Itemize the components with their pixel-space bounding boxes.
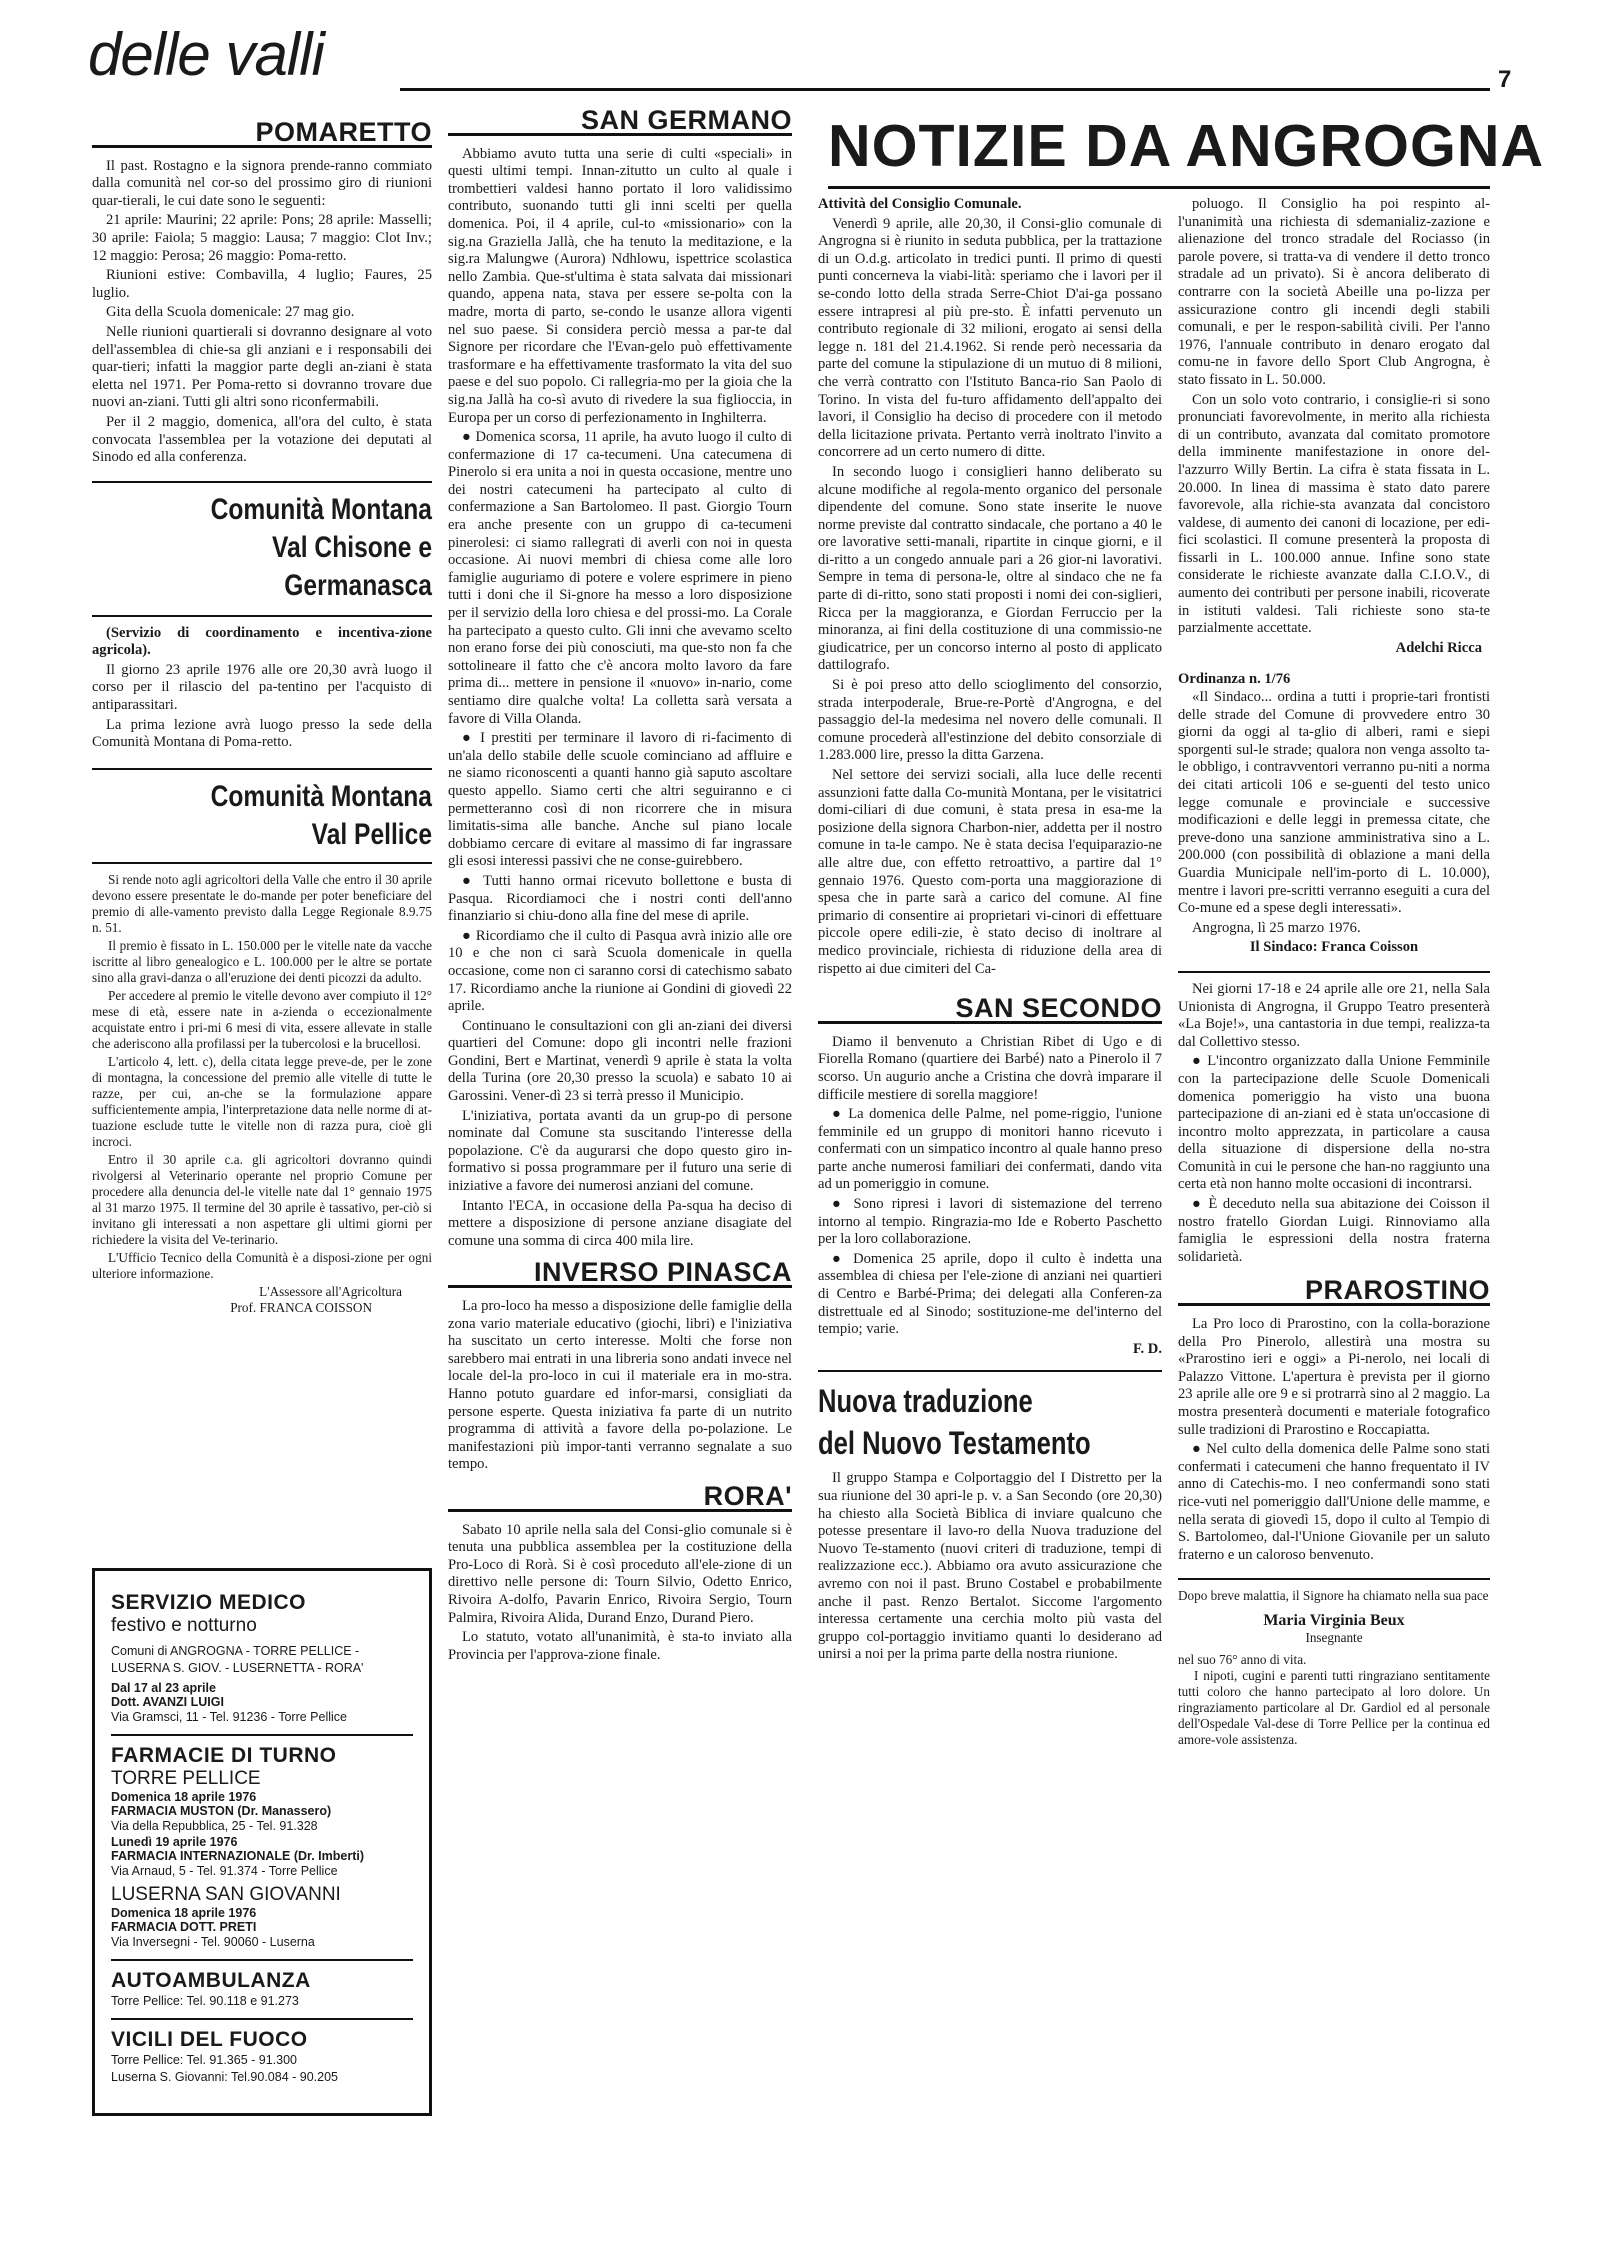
angrogna-paragraph: Si è poi preso atto dello scioglimento del consorzio, strada interpoderale, Brue-re-Portè d'Angrogna, e del passaggio del-la medesima nel novero delle comunali. Il comune procederà all'estinzione del debito consorziale di 1.283.000 lire, presso la ditta Garzena.: [818, 677, 1162, 764]
comunita-pellice-paragraph: L'articolo 4, lett. c), della citata legge preve-de, per le zone di montagna, la concessione del premio alle vitelle di tutte le razze, per cui, an-che se la formulazione appare sufficientemente ampia, l'interpretazione data nelle norme di at-tuazione esclude tutte le vitelle non di razza pura, cioè gli incroci.: [92, 1053, 432, 1149]
comunita-chisone-heading-2: Val Chisone e Germanasca: [272, 530, 432, 602]
pomaretto-body: [92, 158, 432, 467]
necrologio-text: I nipoti, cugini e parenti tutti ringraziano sentitamente tutti coloro che hanno partecipato al loro dolore. Un ringraziamento particolare al Dr. Gardiol ed al personale dell'Ospedale Val-dese di Torre Pellice per la continua ed amore-vole assistenza.: [1178, 1667, 1490, 1747]
farmacie-place-1: TORRE PELLICE: [111, 1768, 261, 1789]
rora-heading: RORA': [448, 1488, 792, 1512]
pomaretto-paragraph: 21 aprile: Maurini; 22 aprile: Pons; 28 aprile: Masselli; 30 aprile: Faiola; 5 maggio: Lausa; 7 maggio: Clot Inv.; 12 maggio: Perosa; 26 maggio: Poma-retto.: [92, 212, 432, 264]
angrogna-paragraph: In secondo luogo i consiglieri hanno deliberato su alcune modifiche al regola-mento organico del personale dipendente del comune. Sono state inserite le nuove norme previste dal contratto sindacale, che portano a 40 le ore lavorative setti-manali, ripartite in cinque giorni, e il di-ritto a un congedo annuale pari a 26 gior-ni lavorativi. Sempre in tema di persona-le, oltre al sindaco che ne fa parte di di-ritto, sono stati proposti i nomi dei con-siglieri, Ricca per la maggioranza, e Giordan Ferruccio per la minoranza, ai fini della costituzione di una commissio-ne giudicatrice, per un concorso interno al posto di applicato dattilografo.: [818, 463, 1162, 674]
assessore-line: L'Assessore all'Agricoltura: [259, 1283, 402, 1299]
san-secondo-paragraph: ● La domenica delle Palme, nel pome-riggio, l'unione femminile ed un gruppo di monitori hanno ricevuto i confermati con un simpatico incontro al quale hanno preso parte anche numerosi familiari dei confermati, dando vita ad un pomeriggio in comune.: [818, 1106, 1162, 1193]
prarostino-paragraph: La Pro loco di Prarostino, con la colla-borazione della Pro Pinerolo, allestirà una mostra su «Prarostino ieri e oggi» a Pi-nerolo, nei locali di Palazzo Vittone. L'apertura è prevista per il giorno 23 aprile alle ore 9 e si protrarrà sino al 2 maggio. La mostra presenterà documenti e materiale fotografico sulle tradizioni di Prarostino e Roccapiatta.: [1178, 1316, 1490, 1438]
column-2: [448, 105, 792, 1666]
vigili-tel-1: Torre Pellice: Tel. 91.365 - 91.300: [111, 2053, 297, 2067]
farmacia-name-1: FARMACIA MUSTON (Dr. Manassero): [111, 1804, 332, 1818]
divider: [1178, 971, 1490, 973]
farmacia-date-1: Domenica 18 aprile 1976: [111, 1790, 257, 1804]
comunita-chisone-subtitle: (Servizio di coordinamento e incentiva-zione agricola).: [92, 624, 432, 659]
page-number: 7: [1498, 66, 1512, 93]
san-germano-paragraph: ● I prestiti per terminare il lavoro di ri-facimento di un'ala dello stabile delle scuole cominciano ad affluire e ne siamo riconoscenti a quanti hanno già saputo ascoltare questo appello. Siamo certi che altri seguiranno e ci permetteranno così di non ricorrere che in misura limitatis-sima alle banche. Anche sul piano locale dobbiamo cercare di evitare al massimo di far ingrassare gli esosi interessi passivi che ne conse-guirebbero.: [448, 730, 792, 870]
autoambulanza-tel: Torre Pellice: Tel. 90.118 e 91.273: [111, 1994, 299, 2008]
comunita-chisone-body: [92, 662, 432, 752]
san-germano-paragraph: ● Tutti hanno ormai ricevuto bollettone e busta di Pasqua. Ricordiamoci che i nostri conti dell'anno finanziario si chiu-dono alla fine del mese di aprile.: [448, 872, 792, 925]
nuova-traduzione-heading-1: Nuova traduzione: [818, 1383, 1033, 1420]
nuova-traduzione-body: [818, 1470, 1162, 1664]
angrogna-news-paragraph: ● L'incontro organizzato dalla Unione Femminile con la partecipazione delle Scuole Domenicali domenica pomeriggio ha visto una buona partecipazione di an-ziani ed è stata un'occasione di incontro molto apprezzata, in particolare a causa della situazione di dispersione della no-stra Comunità in cui le persone che han-no raggiunto una certa età non hanno molte occasioni di incontrarsi.: [1178, 1053, 1490, 1193]
inverso-pinasca-heading: INVERSO PINASCA: [448, 1264, 792, 1288]
pomaretto-paragraph: Per il 2 maggio, domenica, all'ora del culto, è stata convocata l'assemblea per la votazione dei deputati al Sinodo ed alla conferenza.: [92, 413, 432, 466]
comunita-pellice-paragraph: Il premio è fissato in L. 150.000 per le vitelle nate da vacche iscritte al libro genealogico e L. 100.000 per le altre se portate sino alla gravi-danza o all'eruzione dei denti picozzi da adulto.: [92, 937, 432, 985]
angrogna-signature: Adelchi Ricca: [1395, 639, 1482, 656]
prarostino-paragraph: ● Nel culto della domenica delle Palme sono stati confermati i catecumeni che hanno frequentato il IV anno di Catechis-mo. I neo confermandi sono stati rice-vuti nel pomeriggio dall'Unione delle mamme, e nella serata di giovedì 15, dopo il culto al Tempio di S. Bartolomeo, dal-l'Unione Giovanile per un saluto fraterno e un caloroso benvenuto.: [1178, 1441, 1490, 1563]
ordinanza-title: Ordinanza n. 1/76: [1178, 671, 1291, 688]
pomaretto-paragraph: Il past. Rostagno e la signora prende-ranno commiato dalla comunità nel cor-so del prossimo giro di riunioni quar-tierali, le cui date sono le seguenti:: [92, 157, 432, 209]
nuova-traduzione-paragraph: Il gruppo Stampa e Colportaggio del I Distretto per la sua riunione del 30 apri-le p. v. a San Secondo (ore 20,30) ha chiesto alla Società Biblica di inviare qualcuno che potesse presentare il lavo-ro della Nuova traduzione del Nuovo Te-stamento (nuovi criteri di traduzione, tempi di realizzazione ecc.). Abbiamo ora avuto assicurazione che avremo con noi il past. Bruno Costabel e probabilmente anche il past. Renzo Bertalot. Siccome l'argomento interessa certamente una cerchia molto più vasta del gruppo col-portaggio invitiamo quanti lo desiderano ad unirsi a noi per la prima parte della nostra riunione.: [818, 1470, 1162, 1663]
inverso-pinasca-paragraph: La pro-loco ha messo a disposizione delle famiglie della zona vario materiale educativo (giochi, libri) e l'iniziativa ha suscitato un certo interesse. Molti che forse non sarebbero mai entrati in una libreria sono andati invece nel locale del-la pro-loco in cui il materiale era in mo-stra. Hanno potuto guardare ed infor-marsi, consigliati da persone esperte. Questa iniziativa fa parte di un nutrito programma di attività a favore della po-polazione. Le manifestazioni più impor-tanti verranno segnalate a suo tempo.: [448, 1298, 792, 1473]
masthead-rule: [400, 88, 1490, 91]
san-germano-paragraph: ● Ricordiamo che il culto di Pasqua avrà inizio alle ore 10 e che non ci sarà Scuola domenicale in quella occasione, come non ci saranno corsi di catechismo sabato 17. Ricordiamo anche la riunione ai Gondini di giovedì 22 aprile.: [448, 927, 792, 1015]
farmacie-place-2: LUSERNA SAN GIOVANNI: [111, 1884, 341, 1905]
comunita-chisone-heading-1: Comunità Montana: [210, 492, 432, 526]
angrogna-headline: NOTIZIE DA ANGROGNA: [828, 113, 1545, 179]
san-germano-paragraph: Abbiamo avuto tutta una serie di culti «speciali» in questi ultimi tempi. Innan-zitutto un culto al quale i trombettieri valdesi hanno portato il loro validissimo contributo, suonando tutti gli inni scelti per quella domenica. Poi, il 4 aprile, cul-to «missionario» con la sig.na Graziella Jallà, che ha tenuto la meditazione, e la sig.ra Malungwe (Aurora) Ndhlowu, ispettrice scolastica nello Zambia. Que-st'ultima è stata salvata dai missionari quando, appena nata, stava per essere se-polta con la madre, morta di parto, se-condo le usanze allora vigenti nel suo paese. Si considera perciò messa a par-te dal Signore per ricordare che l'Evan-gelo può effettivamente trasformare e ha effettivamente trasformato la vita del suo paese e del suo popolo. Ci rallegria-mo per la gioia che la sig.na Jallà ha co-sì avuto di rivedere la sua figlioccia, in Europa per un corso di perfezionamento in Inghilterra.: [448, 145, 792, 426]
ordinanza-paragraph: «Il Sindaco... ordina a tutti i proprie-tari frontisti delle strade del Comune di provvedere entro 30 giorni da oggi al ta-glio di alberi, rami e siepi sporgenti sul-le strade; qualora non venga assolto ta-le obbligo, i contravventori verranno pu-niti a norma dei citati articoli 106 e se-guenti del testo unico legge comunale e provinciale e successive modificazioni e delle leggi in premessa citate, che preve-dono una sanzione amministrativa sino a L. 200.000 (con possibilità di oblazione a mani della Guardia Municipale nell'im-porto di L. 10.000), mentre i lavori pre-scritti verranno eseguiti a cura del Co-mune ed a spese degli interessati».: [1178, 689, 1490, 917]
assessore-name: Prof. FRANCA COISSON: [230, 1299, 372, 1315]
san-secondo-signature: F. D.: [1132, 1340, 1162, 1357]
column-1: [92, 117, 432, 1316]
vigili-tel-2: Luserna S. Giovanni: Tel.90.084 - 90.205: [111, 2070, 339, 2084]
necrologio-name: Maria Virginia Beux: [1263, 1612, 1405, 1630]
prarostino-body: [1178, 1316, 1490, 1564]
angrogna-news-body: [1178, 981, 1490, 1267]
san-secondo-heading: SAN SECONDO: [818, 1000, 1162, 1024]
autoambulanza-title: AUTOAMBULANZA: [111, 1969, 311, 1992]
comunita-pellice-paragraph: Per accedere al premio le vitelle devono aver compiuto il 12° mese di età, essere nate in a-zienda o eccezionalmente acquistate entro i pri-mi 6 mesi di vita, essere allevate in stalle che aderiscono alla profilassi per la tubercolosi e la brucellosi.: [92, 987, 432, 1051]
san-germano-body: [448, 146, 792, 1251]
pomaretto-paragraph: Nelle riunioni quartierali si dovranno designare al voto dell'assemblea di chie-sa gli anziani e i responsabili dei quar-tieri; infatti la maggior parte degli an-ziani è stata eletta nel 1971. Per Poma-retto si dovranno trovare due nuovi an-ziani. Tutti gli altri sono riconfermabili.: [92, 323, 432, 411]
prarostino-heading: PRAROSTINO: [1178, 1282, 1490, 1306]
vigili-title: VICILI DEL FUOCO: [111, 2028, 308, 2051]
farmacia-name-3: FARMACIA DOTT. PRETI: [111, 1920, 257, 1934]
servizio-comuni: Comuni di ANGROGNA - TORRE PELLICE - LUSERNA S. GIOV. - LUSERNETTA - RORA': [111, 1644, 364, 1675]
divider: [111, 1734, 413, 1736]
masthead-title: delle valli: [88, 21, 324, 88]
necrologio-role: Insegnante: [1305, 1629, 1363, 1645]
ordinanza-signature: Il Sindaco: Franca Coisson: [1249, 939, 1419, 956]
servizio-title: SERVIZIO MEDICO: [111, 1591, 306, 1614]
angrogna-news-paragraph: ● È deceduto nella sua abitazione dei Coisson il nostro fratello Giordan Luigi. Rinnoviamo alla famiglia le espressioni della nostra fraterna solidarietà.: [1178, 1196, 1490, 1265]
angrogna-council-body: [818, 196, 1162, 978]
farmacie-title: FARMACIE DI TURNO: [111, 1744, 337, 1767]
divider: [111, 1959, 413, 1961]
ordinanza-body: [1178, 689, 1490, 937]
angrogna-paragraph: Nel settore dei servizi sociali, alla luce delle recenti assunzioni fatte dalla Co-munità Montana, per le visitatrici domi-ciliari di due comuni, è stata presa in esa-me la posizione della signora Charbon-nier, addetta per il nostro comune in ta-le campo. Ne è stata decisa l'equiparazio-ne alle altre due, con effetto retroattivo, a partire dal 1° gennaio 1976. Questo com-porta una maggiorazione di spesa che in parte sarà a carico del comune. Al fine primario di consentire ai proprietari vi-cinori di effettuare piccole opere edili-zie, è stato deciso di inoltrare al medico provinciale, richiesta di riduzione della area di rispetto ai due cimiteri del Ca-: [818, 767, 1162, 977]
servizio-dates: Dal 17 al 23 aprile: [111, 1681, 216, 1695]
angrogna-headline-rule: [828, 186, 1490, 189]
san-secondo-paragraph: ● Sono ripresi i lavori di sistemazione del terreno intorno al tempio. Ringrazia-mo Ide e Roberto Paschetto per la loro collaborazione.: [818, 1196, 1162, 1248]
inverso-pinasca-body: [448, 1298, 792, 1474]
angrogna-paragraph: Attività del Consiglio Comunale.: [818, 196, 1022, 212]
column-4: [1178, 196, 1490, 1748]
divider: [92, 768, 432, 770]
ordinanza-paragraph: Angrogna, lì 25 marzo 1976.: [1192, 919, 1361, 936]
servizio-doctor-address: Via Gramsci, 11 - Tel. 91236 - Torre Pellice: [111, 1710, 347, 1724]
san-germano-paragraph: Continuano le consultazioni con gli an-ziani dei diversi quartieri del Comune: dopo gli incontri nelle frazioni Gondini, Bert e Martinat, venerdì 9 aprile è stata la volta della Turina (ore 20,30 presso la scuola) e sabato 10 ai Garossini. Vener-dì 23 si terrà presso il Municipio.: [448, 1017, 792, 1105]
farmacia-name-2: FARMACIA INTERNAZIONALE (Dr. Imberti): [111, 1849, 365, 1863]
comunita-pellice-body: [92, 872, 432, 1282]
farmacia-address-2: Via Arnaud, 5 - Tel. 91.374 - Torre Pellice: [111, 1864, 338, 1878]
divider: [1178, 1578, 1490, 1580]
farmacia-address-1: Via della Repubblica, 25 - Tel. 91.328: [111, 1819, 318, 1833]
san-secondo-paragraph: Diamo il benvenuto a Christian Ribet di Ugo e di Fiorella Romano (quartiere dei Barbé) nato a Pinerolo il 7 scorso. Un augurio anche a Cristina che dovrà imparare il difficile mestiere di sorella maggiore!: [818, 1033, 1162, 1103]
divider: [92, 862, 432, 864]
comunita-pellice-heading-1: Comunità Montana: [210, 779, 432, 813]
pomaretto-paragraph: Gita della Scuola domenicale: 27 mag gio.: [106, 304, 355, 321]
divider: [92, 481, 432, 483]
rora-body: [448, 1522, 792, 1665]
necrologio-age: nel suo 76° anno di vita.: [1178, 1651, 1307, 1667]
farmacia-date-2: Lunedì 19 aprile 1976: [111, 1835, 238, 1849]
san-secondo-body: [818, 1034, 1162, 1339]
angrogna-paragraph: poluogo. Il Consiglio ha poi respinto al-l'unanimità una richiesta di sdemanializ-zazione e alienazione del tronco stradale del Rociasso (in parole povere, si tratta-va di vendere il detto tronco stradale ad un privato). Si è ancora deliberato di contrarre con la società Abeille una po-lizza per assicurazione contro gli incendi degli stabili comunali, e per le respon-sabilità civili. Per l'anno 1976, l'annuale contributo in denaro erogato dal comu-ne in favore dello Sport Club Angrogna, è stato fissato in L. 50.000.: [1178, 196, 1490, 388]
servizio-subtitle: festivo e notturno: [111, 1615, 257, 1636]
pomaretto-heading: POMARETTO: [92, 124, 432, 148]
san-germano-paragraph: ● Domenica scorsa, 11 aprile, ha avuto luogo il culto di confermazione di 17 ca-tecumeni. Una catecumena di Pinerolo si era unita a noi in questa occasione, mentre uno dei nostri catecumeni ha partecipato al culto di confermazione a San Bartolomeo. Il past. Giorgio Tourn era anche presente con un gruppo di ca-tecumeni pinerolesi: ci siamo rallegrati di averli con noi in questa occasione. Ai nuovi membri di chiesa come alle loro famiglie auguriamo di potere e volere esprimere in pieno tutti i doni che il Si-gnore ha messo a loro disposizione per il servizio della loro chiesa e del prossi-mo. La Corale ha partecipato a questo culto. Gli inni che avevamo scelto non erano forse dei più conosciuti, ma que-sto non fa che sottolineare il fatto che c'è ancora molto lavoro da fare prima di... mettere in pensione il «nuovo» in-nario, come sentiamo dire qualche volta! La colletta sarà versata a favore di Villa Olanda.: [448, 429, 792, 727]
servizio-doctor: Dott. AVANZI LUIGI: [111, 1695, 224, 1709]
servizio-medico-box: [92, 1568, 432, 2116]
necrologio-intro: Dopo breve malattia, il Signore ha chiamato nella sua pace: [1178, 1588, 1489, 1604]
comunita-pellice-heading-2: Val Pellice: [311, 817, 432, 851]
comunita-pellice-paragraph: L'Ufficio Tecnico della Comunità è a disposi-zione per ogni ulteriore informazione.: [92, 1249, 432, 1281]
farmacia-address-3: Via Inversegni - Tel. 90060 - Luserna: [111, 1935, 315, 1949]
divider: [92, 615, 432, 617]
comunita-pellice-paragraph: Entro il 30 aprile c.a. gli agricoltori dovranno quindi rivolgersi al Veterinario operante nel proprio Comune per procedere alla denuncia del-le vitelle nate dal 1° gennaio 1975 al 31 marzo 1975. Il termine del 30 aprile è tassativo, per-ciò si invitano gli interessati a non aspettare gli ultimi giorni per richiedere la visita del Ve-terinario.: [92, 1151, 432, 1247]
rora-paragraph: Lo statuto, votato all'unanimità, è sta-to inviato alla Provincia per l'approva-zione finale.: [448, 1629, 792, 1663]
san-germano-paragraph: L'iniziativa, portata avanti da un grup-po di persone nominate dal Comune sta suscitando l'interesse della popolazione. C'è da augurarsi che dopo questo giro in-formativo si possa programmare per il futuro una serie di iniziative a favore dei numerosi anziani del comune.: [448, 1107, 792, 1195]
pomaretto-paragraph: Riunioni estive: Combavilla, 4 luglio; Faures, 25 luglio.: [92, 267, 432, 301]
column-3: [818, 196, 1162, 1666]
divider: [111, 2018, 413, 2020]
comunita-pellice-paragraph: Si rende noto agli agricoltori della Valle che entro il 30 aprile devono essere presentate le do-mande per poter beneficiare del premio di alle-vamento previsto dalla Legge Regionale 8.9.75 n. 51.: [92, 871, 432, 935]
angrogna-council-continued: [1178, 196, 1490, 638]
rora-paragraph: Sabato 10 aprile nella sala del Consi-glio comunale si è tenuta una pubblica assemblea per la costituzione della Pro-Loco di Rorà. Si è così proceduto all'ele-zione di un direttivo nelle persone di: Tourn Silvio, Odetto Enrico, Rivoira A-dolfo, Pavarin Enrico, Rivoira Sergio, Tourn Palmira, Rivoira Alida, Durand Enzo, Durand Piero.: [448, 1521, 792, 1626]
san-germano-paragraph: Intanto l'ECA, in occasione della Pa-squa ha deciso di mettere a disposizione di persone anziane disagiate del comune una somma di circa 400 mila lire.: [448, 1197, 792, 1249]
comunita-chisone-paragraph: Il giorno 23 aprile 1976 alle ore 20,30 avrà luogo il corso per il rilascio del pa-tentino per l'acquisto di antiparassitari.: [92, 661, 432, 714]
san-secondo-paragraph: ● Domenica 25 aprile, dopo il culto è indetta una assemblea di chiesa per l'ele-zione di anziani nei quartieri di Centro e Barbé-Prima; dei delegati alla Conferen-za distrettuale ed al Sinodo; sostituzione-me del'interno del tempio; varie.: [818, 1250, 1162, 1338]
farmacia-date-3: Domenica 18 aprile 1976: [111, 1906, 257, 1920]
divider: [818, 1370, 1162, 1372]
angrogna-news-paragraph: Nei giorni 17-18 e 24 aprile alle ore 21, nella Sala Unionista di Angrogna, il Gruppo Teatro presenterà «La Boje!», una cantastoria in due tempi, realizza-ta dal Collettivo stesso.: [1178, 980, 1490, 1050]
nuova-traduzione-heading-2: del Nuovo Testamento: [818, 1425, 1091, 1462]
san-germano-heading: SAN GERMANO: [448, 112, 792, 136]
comunita-chisone-paragraph: La prima lezione avrà luogo presso la sede della Comunità Montana di Poma-retto.: [92, 716, 432, 751]
angrogna-paragraph: Venerdì 9 aprile, alle 20,30, il Consi-glio comunale di Angrogna si è riunito in seduta pubblica, per la trattazione di un O.d.g. articolato in tredici punti. Il primo di questi punti concerneva la viabi-lità: speriamo che i lavori per il se-condo lotto della strada Serre-Chiot D'ai-ga possano essere intrapresi al più pre-sto. È infatti pervenuto un contributo regionale di 32 milioni, erogato ai sensi della legge n. 181 del 21.4.1962. Si rende però necessaria da parte del comune la stipulazione di un mutuo di 8 milioni, che verrà contratto con l'Istituto Banca-rio San Paolo di Torino. In vista del fu-turo affidamento dell'appalto dei lavori, il Consiglio ha deciso di procedere con il metodo della licitazione privata. Pertanto verrà inoltrato l'invito a concorrere ad un certo numero di ditte.: [818, 215, 1162, 461]
angrogna-paragraph: Con un solo voto contrario, i consiglie-ri si sono pronunciati favorevolmente, in merito alla richiesta di un contributo, avanzata dal comitato promotore della imminente manifestazione in onore del-l'azzurro Willy Bertin. La cifra è stata fissata in L. 20.000. In linea di massima è stato dato parere favorevole, alla richie-sta avanzata dal concistoro valdese, di aumento dei canoni di locazione, per edi-fici scolastici. Il comune presenterà la proposta di fissarli in L. 100.000 annue. Infine sono state considerate le richieste avanzate dalla C.I.O.V., di aumento dei contributi per persone inabili, ricoverate in istituti valdesi. Tali richieste sono sta-te parzialmente accettate.: [1178, 391, 1490, 637]
